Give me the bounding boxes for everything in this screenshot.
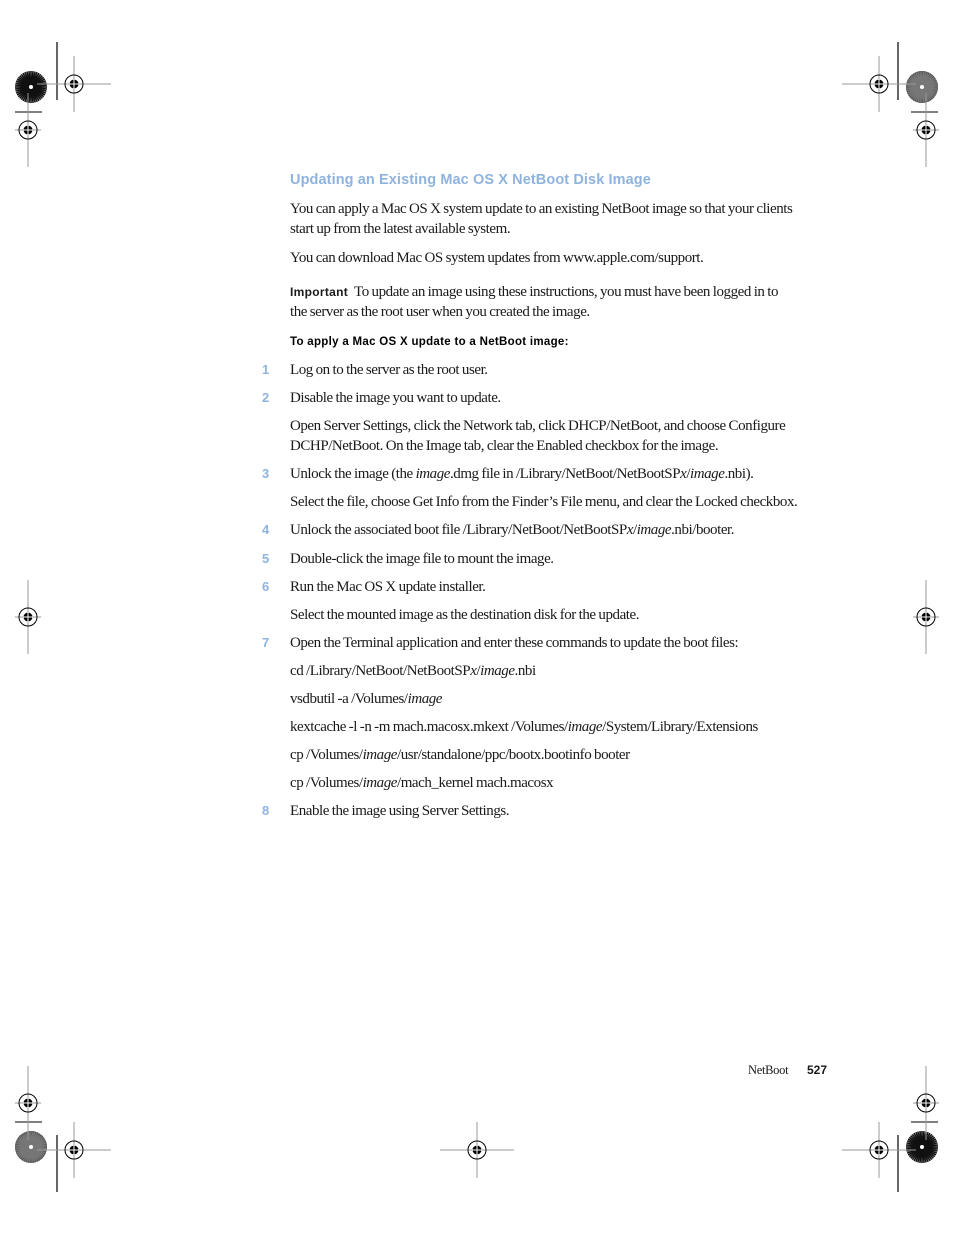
italic-text: image <box>415 466 450 482</box>
text: .nbi <box>514 663 536 679</box>
text: Open Server Settings, click the Network tab, click DHCP/NetBoot, and choose Configure <box>290 418 786 434</box>
text: / <box>686 466 691 482</box>
step-text <box>290 464 835 484</box>
text: .nbi/booter. <box>671 522 735 538</box>
text: cp /Volumes/ <box>290 775 363 791</box>
text: / <box>632 522 637 538</box>
step-detail <box>290 605 835 625</box>
text: cp /Volumes/ <box>290 747 363 763</box>
text-line: start up from the latest available system. <box>290 221 511 237</box>
step-text <box>290 577 835 597</box>
text: .dmg file in /Library/NetBoot/NetBootSP <box>449 466 681 482</box>
step-text <box>290 633 835 653</box>
italic-text: image <box>362 775 397 791</box>
intro-paragraph-2: You can download Mac OS system updates from www.apple.com/support. <box>290 250 704 266</box>
text: .nbi). <box>724 466 754 482</box>
text: /System/Library/Extensions <box>602 719 758 735</box>
text: Unlock the associated boot file /Library/NetBoot/NetBootSP <box>290 522 627 538</box>
text: cd /Library/NetBoot/NetBootSP <box>290 663 471 679</box>
italic-text: image <box>636 522 672 538</box>
text: Log on to the server as the root user. <box>290 362 488 378</box>
text: / <box>476 663 481 679</box>
text: DCHP/NetBoot. On the Image tab, clear the Enabled checkbox for the image. <box>290 438 719 454</box>
section-heading: Updating an Existing Mac OS X NetBoot Disk Image <box>290 172 651 188</box>
text: Open the Terminal application and enter these commands to update the boot files: <box>290 635 739 651</box>
text: Run the Mac OS X update installer. <box>290 579 486 595</box>
step-number: 2 <box>262 390 270 405</box>
step-text <box>290 801 835 821</box>
text: Enable the image using Server Settings. <box>290 803 510 819</box>
procedure-title: To apply a Mac OS X update to a NetBoot image: <box>290 336 569 348</box>
page-number: 527 <box>807 1063 828 1077</box>
italic-text: image <box>407 691 443 707</box>
step-text <box>290 360 835 380</box>
step-detail <box>290 773 835 793</box>
text: kextcache -l -n -m mach.macosx.mkext /Volumes/ <box>290 719 568 735</box>
step-number: 8 <box>262 803 270 818</box>
step-detail <box>290 717 835 737</box>
italic-text: image <box>567 719 603 735</box>
step-number: 1 <box>262 362 270 377</box>
step-number: 3 <box>262 466 270 481</box>
text: vsdbutil -a /Volumes/ <box>290 691 408 707</box>
step-number: 5 <box>262 551 270 566</box>
text: Select the mounted image as the destination disk for the update. <box>290 607 640 623</box>
text-line: To update an image using these instructions, you must have been logged in to <box>354 284 779 300</box>
italic-text: x <box>680 466 687 482</box>
text: /usr/standalone/ppc/bootx.bootinfo booter <box>397 747 630 763</box>
footer-section: NetBoot <box>748 1063 789 1077</box>
step-detail <box>290 661 835 681</box>
step-text <box>290 520 835 540</box>
step-number: 4 <box>262 522 270 537</box>
step-number: 6 <box>262 579 270 594</box>
text-line: the server as the root user when you created the image. <box>290 304 590 320</box>
step-number: 7 <box>262 635 270 650</box>
italic-text: x <box>626 522 633 538</box>
step-text <box>290 388 835 408</box>
text: Unlock the image (the <box>290 466 416 482</box>
text: Select the file, choose Get Info from the Finder’s File menu, and clear the Locked checkbox. <box>290 494 798 510</box>
text: Double-click the image file to mount the image. <box>290 551 554 567</box>
step-detail <box>290 416 835 456</box>
step-detail <box>290 689 835 709</box>
important-note <box>290 282 835 322</box>
text-line: You can apply a Mac OS X system update to an existing NetBoot image so that your clients <box>290 201 793 217</box>
italic-text: image <box>362 747 397 763</box>
intro-paragraph-1 <box>290 199 835 239</box>
text: Disable the image you want to update. <box>290 390 501 406</box>
text: /mach_kernel mach.macosx <box>397 775 554 791</box>
step-detail <box>290 745 835 765</box>
italic-text: image <box>690 466 725 482</box>
step-detail <box>290 492 835 512</box>
italic-text: image <box>480 663 515 679</box>
italic-text: x <box>470 663 477 679</box>
important-label: Important <box>290 285 349 299</box>
step-text <box>290 549 835 569</box>
